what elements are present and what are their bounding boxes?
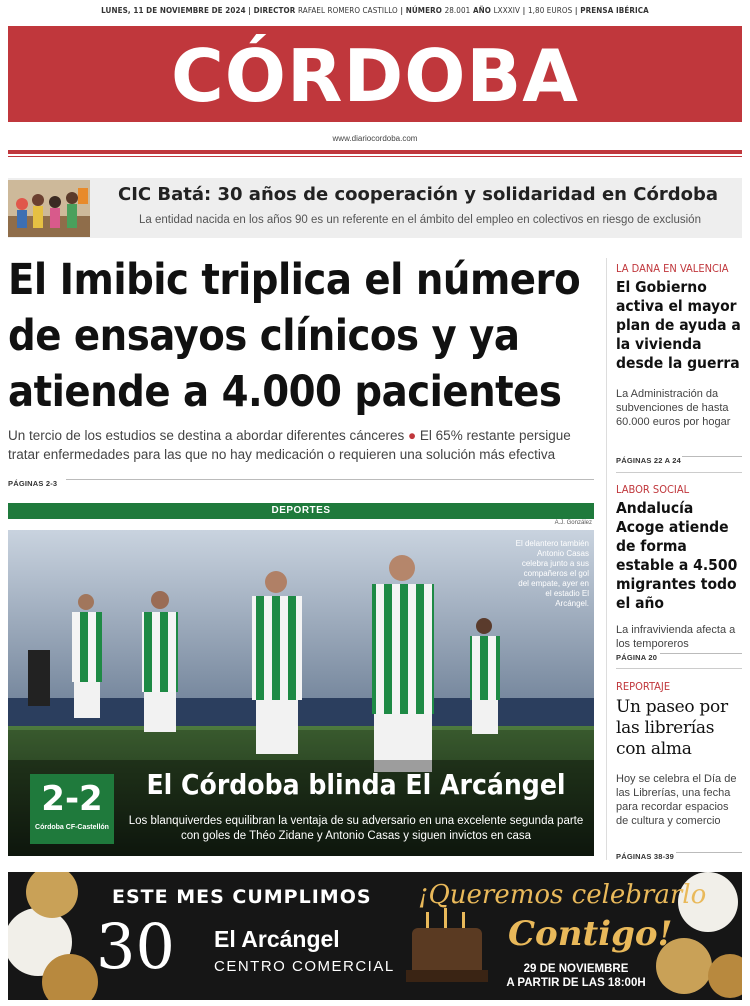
lead-pages[interactable]: PÁGINAS 2-3 [8,479,58,488]
year-value: LXXXIV [493,6,521,15]
lead-subhead-2: El 65% restante persigue tratar enfermedades para las que no hay medicación o requieren una solución más efectiva [8,428,571,462]
sidebar-story-acoge[interactable] [616,483,742,651]
sidebar-body: Hoy se celebra el Día de las Librerías, una fecha para recordar espacios de cultura y comercio [616,773,737,827]
site-url[interactable]: www.diariocordoba.com [332,134,418,143]
ad-brand: El Arcángel [214,926,340,952]
lead-headline[interactable]: El Imibic triplica el número de ensayos clínicos y ya atiende a 4.000 pacientes [8,255,581,417]
ad-date [506,962,646,990]
promo-subtitle: La entidad nacida en los años 90 es un referente en el ámbito del empleo en colectivos en riesgo de exclusión [139,214,701,226]
sidebar-body: La Administración da subvenciones de hasta 60.000 euros por hogar [616,388,731,428]
column-divider [606,258,607,860]
ad-brand-sub: CENTRO COMERCIAL [214,958,395,975]
sidebar-title: El Gobierno activa el mayor plan de ayuda a la vivienda desde la guerra [616,278,741,372]
score-box [30,774,114,844]
sidebar-pages-row [616,647,742,662]
sidebar-pages-rule [676,852,742,853]
sidebar-divider [616,472,742,473]
promo-strip[interactable] [8,178,742,238]
sidebar-pages[interactable]: PÁGINAS 38-39 [616,852,675,861]
masthead-rule [8,150,742,154]
bullet-dot-icon: ● [408,428,417,443]
masthead-rule-thin [8,156,742,157]
sports-section-bar[interactable]: DEPORTES [8,503,594,519]
number-label: NÚMERO [405,6,442,15]
sports-subhead: Los blanquiverdes equilibran la ventaja de su adversario en una excelente segunda parte con goles de Théo Zidane y Antonio Casas y siguen invictos en casa [128,815,584,842]
sidebar-pages[interactable]: PÁGINAS 22 A 24 [616,456,681,465]
edition-info-bar: LUNES, 11 DE NOVIEMBRE DE 2024 | DIRECTOR RAFAEL ROMERO CASTILLO | NÚMERO 28.001 AÑO LXXXIV | 1,80 EUROS | PRENSA IBÉRICA [101,6,649,15]
sidebar-story-dana[interactable] [616,262,742,429]
number-value: 28.001 [444,6,471,15]
promo-title: CIC Batá: 30 años de cooperación y solidaridad en Córdoba [118,184,718,205]
sidebar-kicker: REPORTAJE [616,680,671,693]
group-name: PRENSA IBÉRICA [580,6,649,15]
director-name: RAFAEL ROMERO CASTILLO [298,6,398,15]
promo-thumbnail [8,180,90,237]
sidebar-kicker: LA DANA EN VALENCIA [616,262,729,275]
promo-photo-graphic [8,180,90,237]
sidebar-pages-row [616,450,742,465]
ad-line-1: ESTE MES CUMPLIMOS [112,886,372,908]
sidebar-title: Andalucía Acoge atiende de forma estable a 4.500 migrantes todo el año [616,499,738,612]
sidebar-title: Un paseo por las librerías con alma [616,697,728,759]
sidebar-pages-rule [660,653,742,654]
match-teams: Córdoba CF-Castellón [35,824,109,831]
sidebar-divider [616,668,742,669]
sports-headline[interactable]: El Córdoba blinda El Arcángel [146,768,566,801]
masthead-title: CÓRDOBA [170,34,580,118]
sidebar-story-reportaje[interactable] [616,680,742,828]
sidebar-body: La infravivienda afecta a los temporeros [616,624,736,650]
lead-pages-row [8,473,594,488]
advertisement-banner[interactable] [8,872,742,1000]
sports-photo[interactable] [8,530,594,856]
year-label: AÑO [472,6,491,15]
lead-subhead [8,426,598,464]
lead-pages-rule [66,479,594,480]
ad-script-1: ¡Queremos celebrarlo [418,880,707,910]
photo-credit: A.J. González [554,520,592,526]
match-score: 2-2 [41,779,103,819]
photo-caption: El delantero también Antonio Casas celebra junto a sus compañeros el gol del empate, ayer en el estadio El Arcángel. [515,539,589,608]
masthead [8,26,742,122]
edition-date: LUNES, 11 DE NOVIEMBRE DE 2024 [101,6,246,15]
lead-subhead-1: Un tercio de los estudios se destina a abordar diferentes cánceres [8,428,405,443]
sidebar-pages-rule [682,456,742,457]
sidebar-pages[interactable]: PÁGINA 20 [616,653,658,662]
ad-date-line-2: A PARTIR DE LAS 18:00H [506,977,646,989]
ad-date-line-1: 29 DE NOVIEMBRE [523,963,629,975]
ad-anniversary-number: 30 [96,910,175,983]
director-label: DIRECTOR [253,6,296,15]
ad-script-2: Contigo! [508,914,673,954]
price: 1,80 EUROS [527,6,573,15]
sidebar-pages-row [616,846,742,861]
sidebar-kicker: LABOR SOCIAL [616,483,690,496]
